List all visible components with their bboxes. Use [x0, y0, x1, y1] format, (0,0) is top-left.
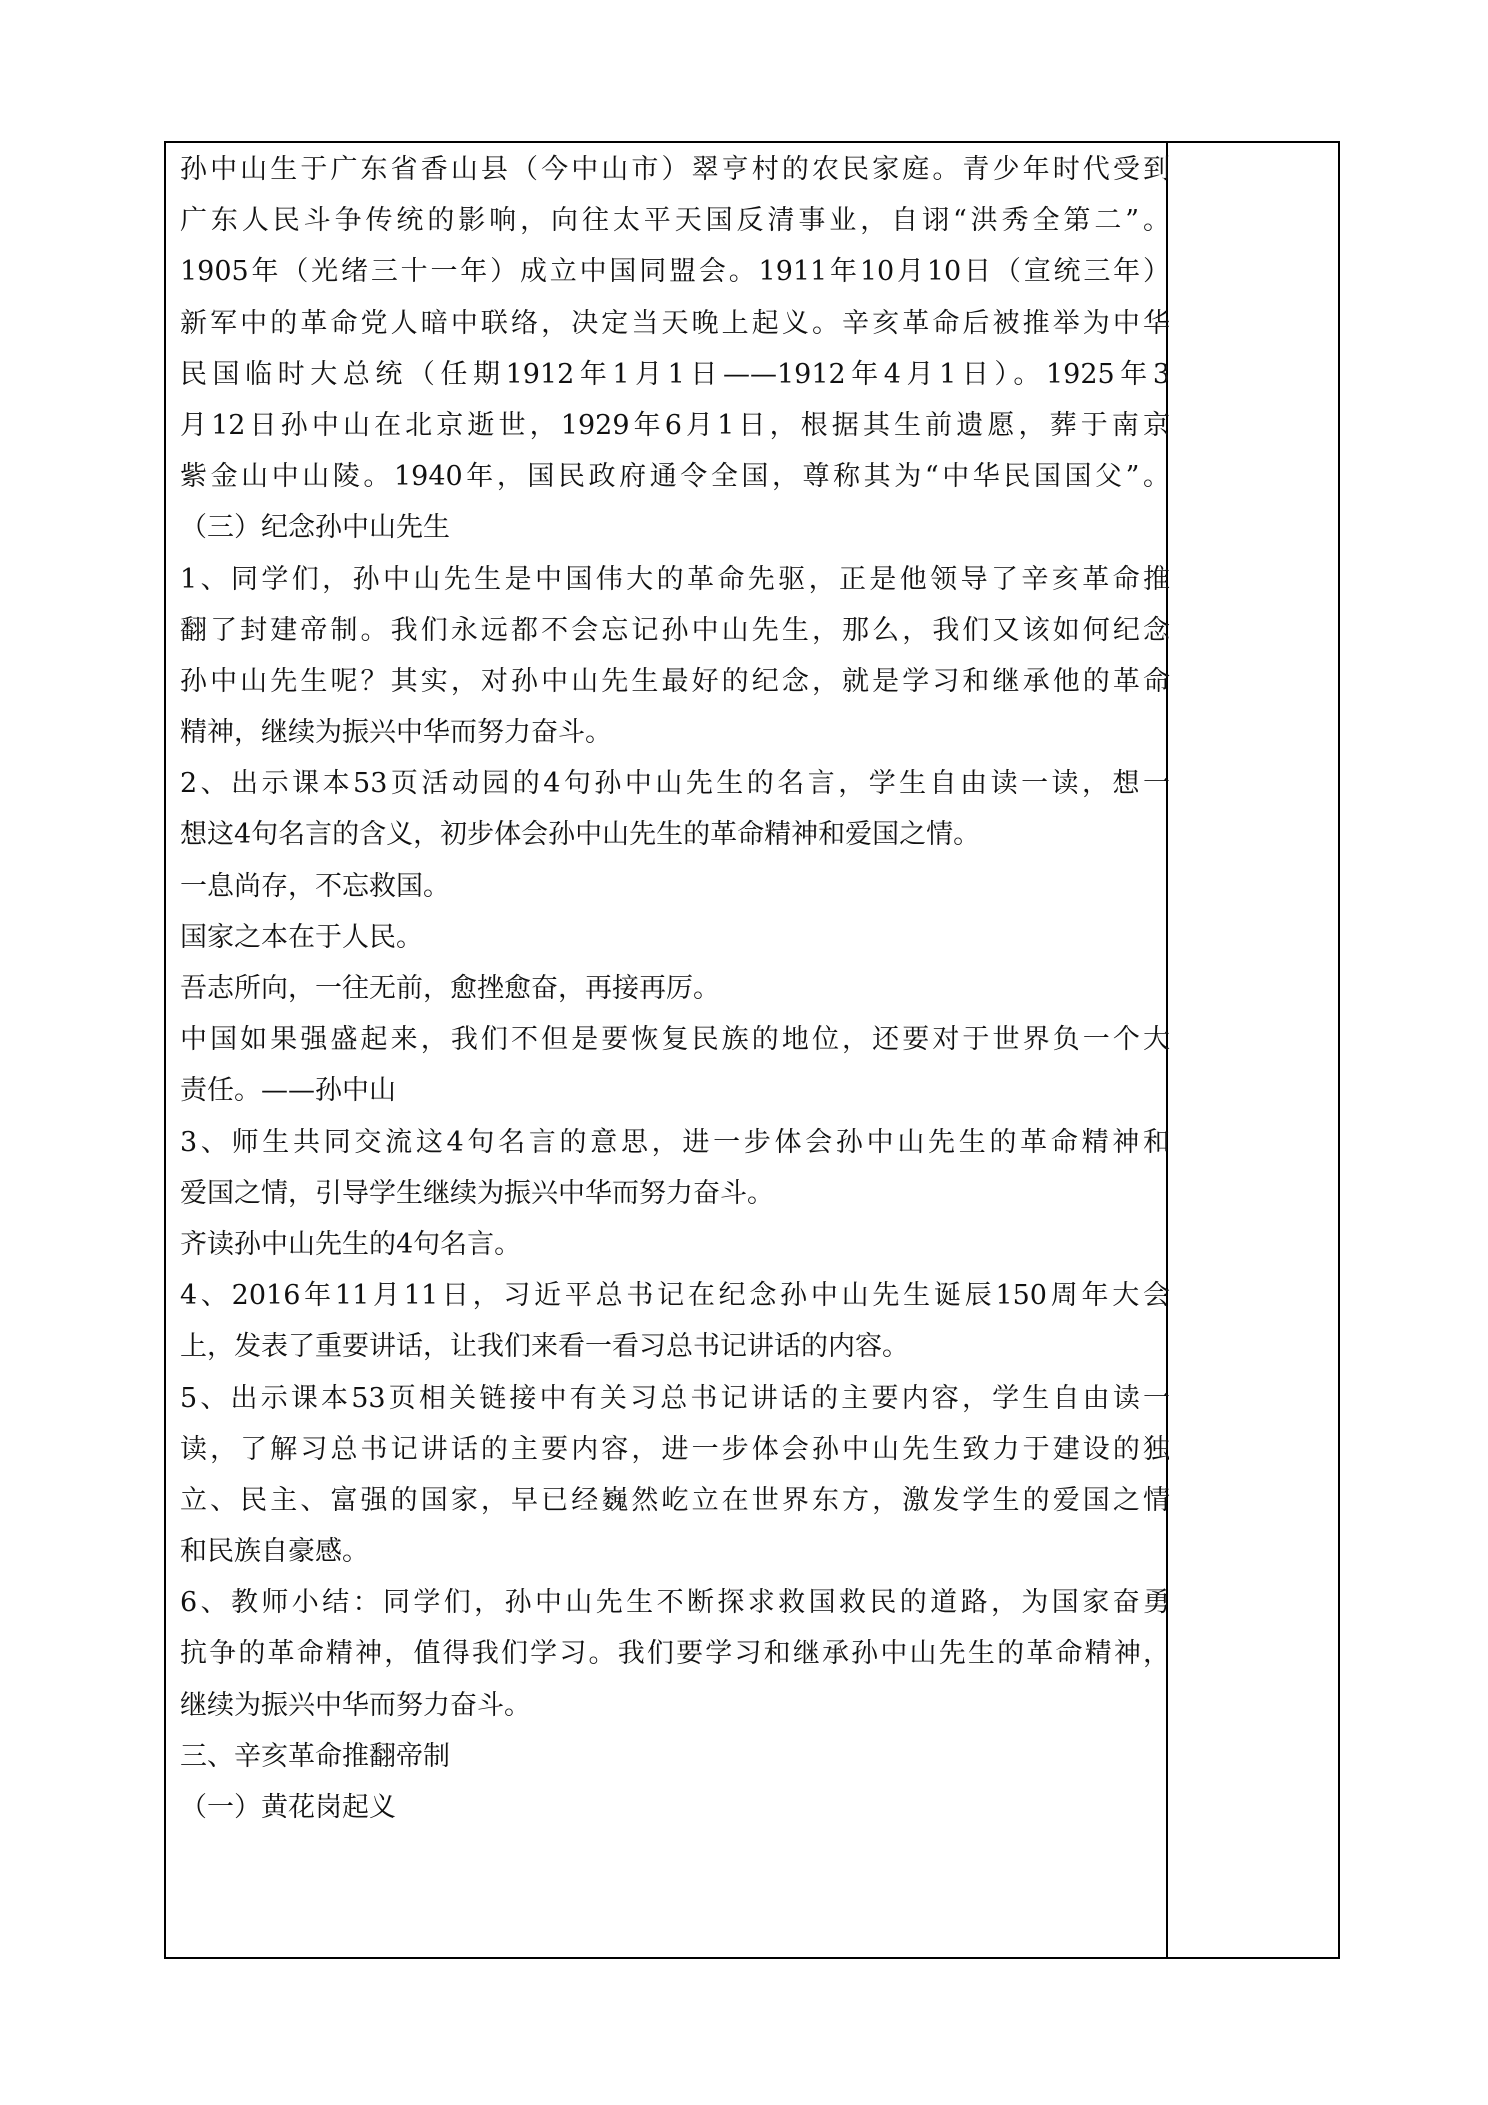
text-line: 继续为振兴中华而努力奋斗。 [180, 1689, 531, 1721]
quote-line: 责任。——孙中山 [180, 1075, 396, 1107]
quote-line: 中国如果强盛起来，我们不但是要恢复民族的地位，还要对于世界负一个大 [180, 1024, 1170, 1056]
text-line: 孙中山先生呢？其实，对孙中山先生最好的纪念，就是学习和继承他的革命 [180, 665, 1170, 697]
text-line: 新军中的革命党人暗中联络，决定当天晚上起义。辛亥革命后被推举为中华 [180, 307, 1170, 339]
text-line: 立、民主、富强的国家，早已经巍然屹立在世界东方，激发学生的爱国之情 [180, 1484, 1170, 1516]
text-line: 民国临时大总统（任期1912年1月1日——1912年4月1日）。1925年3 [180, 358, 1170, 390]
text-line: 想这4句名言的含义，初步体会孙中山先生的革命精神和爱国之情。 [180, 819, 981, 851]
text-line: 紫金山中山陵。1940年，国民政府通令全国，尊称其为“中华民国国父”。 [180, 461, 1170, 493]
text-line: 孙中山生于广东省香山县（今中山市）翠亨村的农民家庭。青少年时代受到 [180, 154, 1170, 185]
text-line: 上，发表了重要讲话，让我们来看一看习总书记讲话的内容。 [180, 1331, 909, 1363]
text-line: 抗争的革命精神，值得我们学习。我们要学习和继承孙中山先生的革命精神， [180, 1638, 1170, 1670]
text-line: 1905年（光绪三十一年）成立中国同盟会。1911年10月10日（宣统三年） [180, 256, 1170, 288]
quote-line: 吾志所向，一往无前，愈挫愈奋，再接再厉。 [180, 973, 720, 1004]
text-line: 爱国之情，引导学生继续为振兴中华而努力奋斗。 [180, 1177, 774, 1209]
text-line: 月12日孙中山在北京逝世，1929年6月1日，根据其生前遗愿，葬于南京 [180, 409, 1170, 441]
text-line: 2、出示课本53页活动园的4句孙中山先生的名言，学生自由读一读，想一 [180, 768, 1170, 800]
text-line: 4、2016年11月11日，习近平总书记在纪念孙中山先生诞辰150周年大会 [180, 1280, 1170, 1312]
section-heading: 三、辛亥革命推翻帝制 [180, 1740, 450, 1772]
text-line: 翻了封建帝制。我们永远都不会忘记孙中山先生，那么，我们又该如何纪念 [180, 614, 1170, 646]
quote-line: 一息尚存，不忘救国。 [180, 870, 450, 902]
text-line: 精神，继续为振兴中华而努力奋斗。 [180, 717, 612, 749]
text-line: 和民族自豪感。 [180, 1536, 369, 1568]
section-heading: （一）黄花岗起义 [180, 1792, 396, 1823]
text-line: 广东人民斗争传统的影响，向往太平天国反清事业，自诩“洪秀全第二”。 [180, 205, 1170, 237]
text-line: 3、师生共同交流这4句名言的意思，进一步体会孙中山先生的革命精神和 [180, 1126, 1170, 1158]
lesson-content [180, 144, 1170, 1833]
text-line: 读，了解习总书记讲话的主要内容，进一步体会孙中山先生致力于建设的独 [180, 1433, 1170, 1465]
text-line: 1、同学们，孙中山先生是中国伟大的革命先驱，正是他领导了辛亥革命推 [180, 563, 1170, 595]
text-line: 6、教师小结：同学们，孙中山先生不断探求救国救民的道路，为国家奋勇 [180, 1587, 1170, 1619]
text-line: 齐读孙中山先生的4句名言。 [180, 1228, 522, 1260]
notes-cell [1168, 141, 1340, 1959]
section-heading: （三）纪念孙中山先生 [180, 512, 450, 544]
text-line: 5、出示课本53页相关链接中有关习总书记讲话的主要内容，学生自由读一 [180, 1382, 1170, 1414]
quote-line: 国家之本在于人民。 [180, 921, 423, 953]
